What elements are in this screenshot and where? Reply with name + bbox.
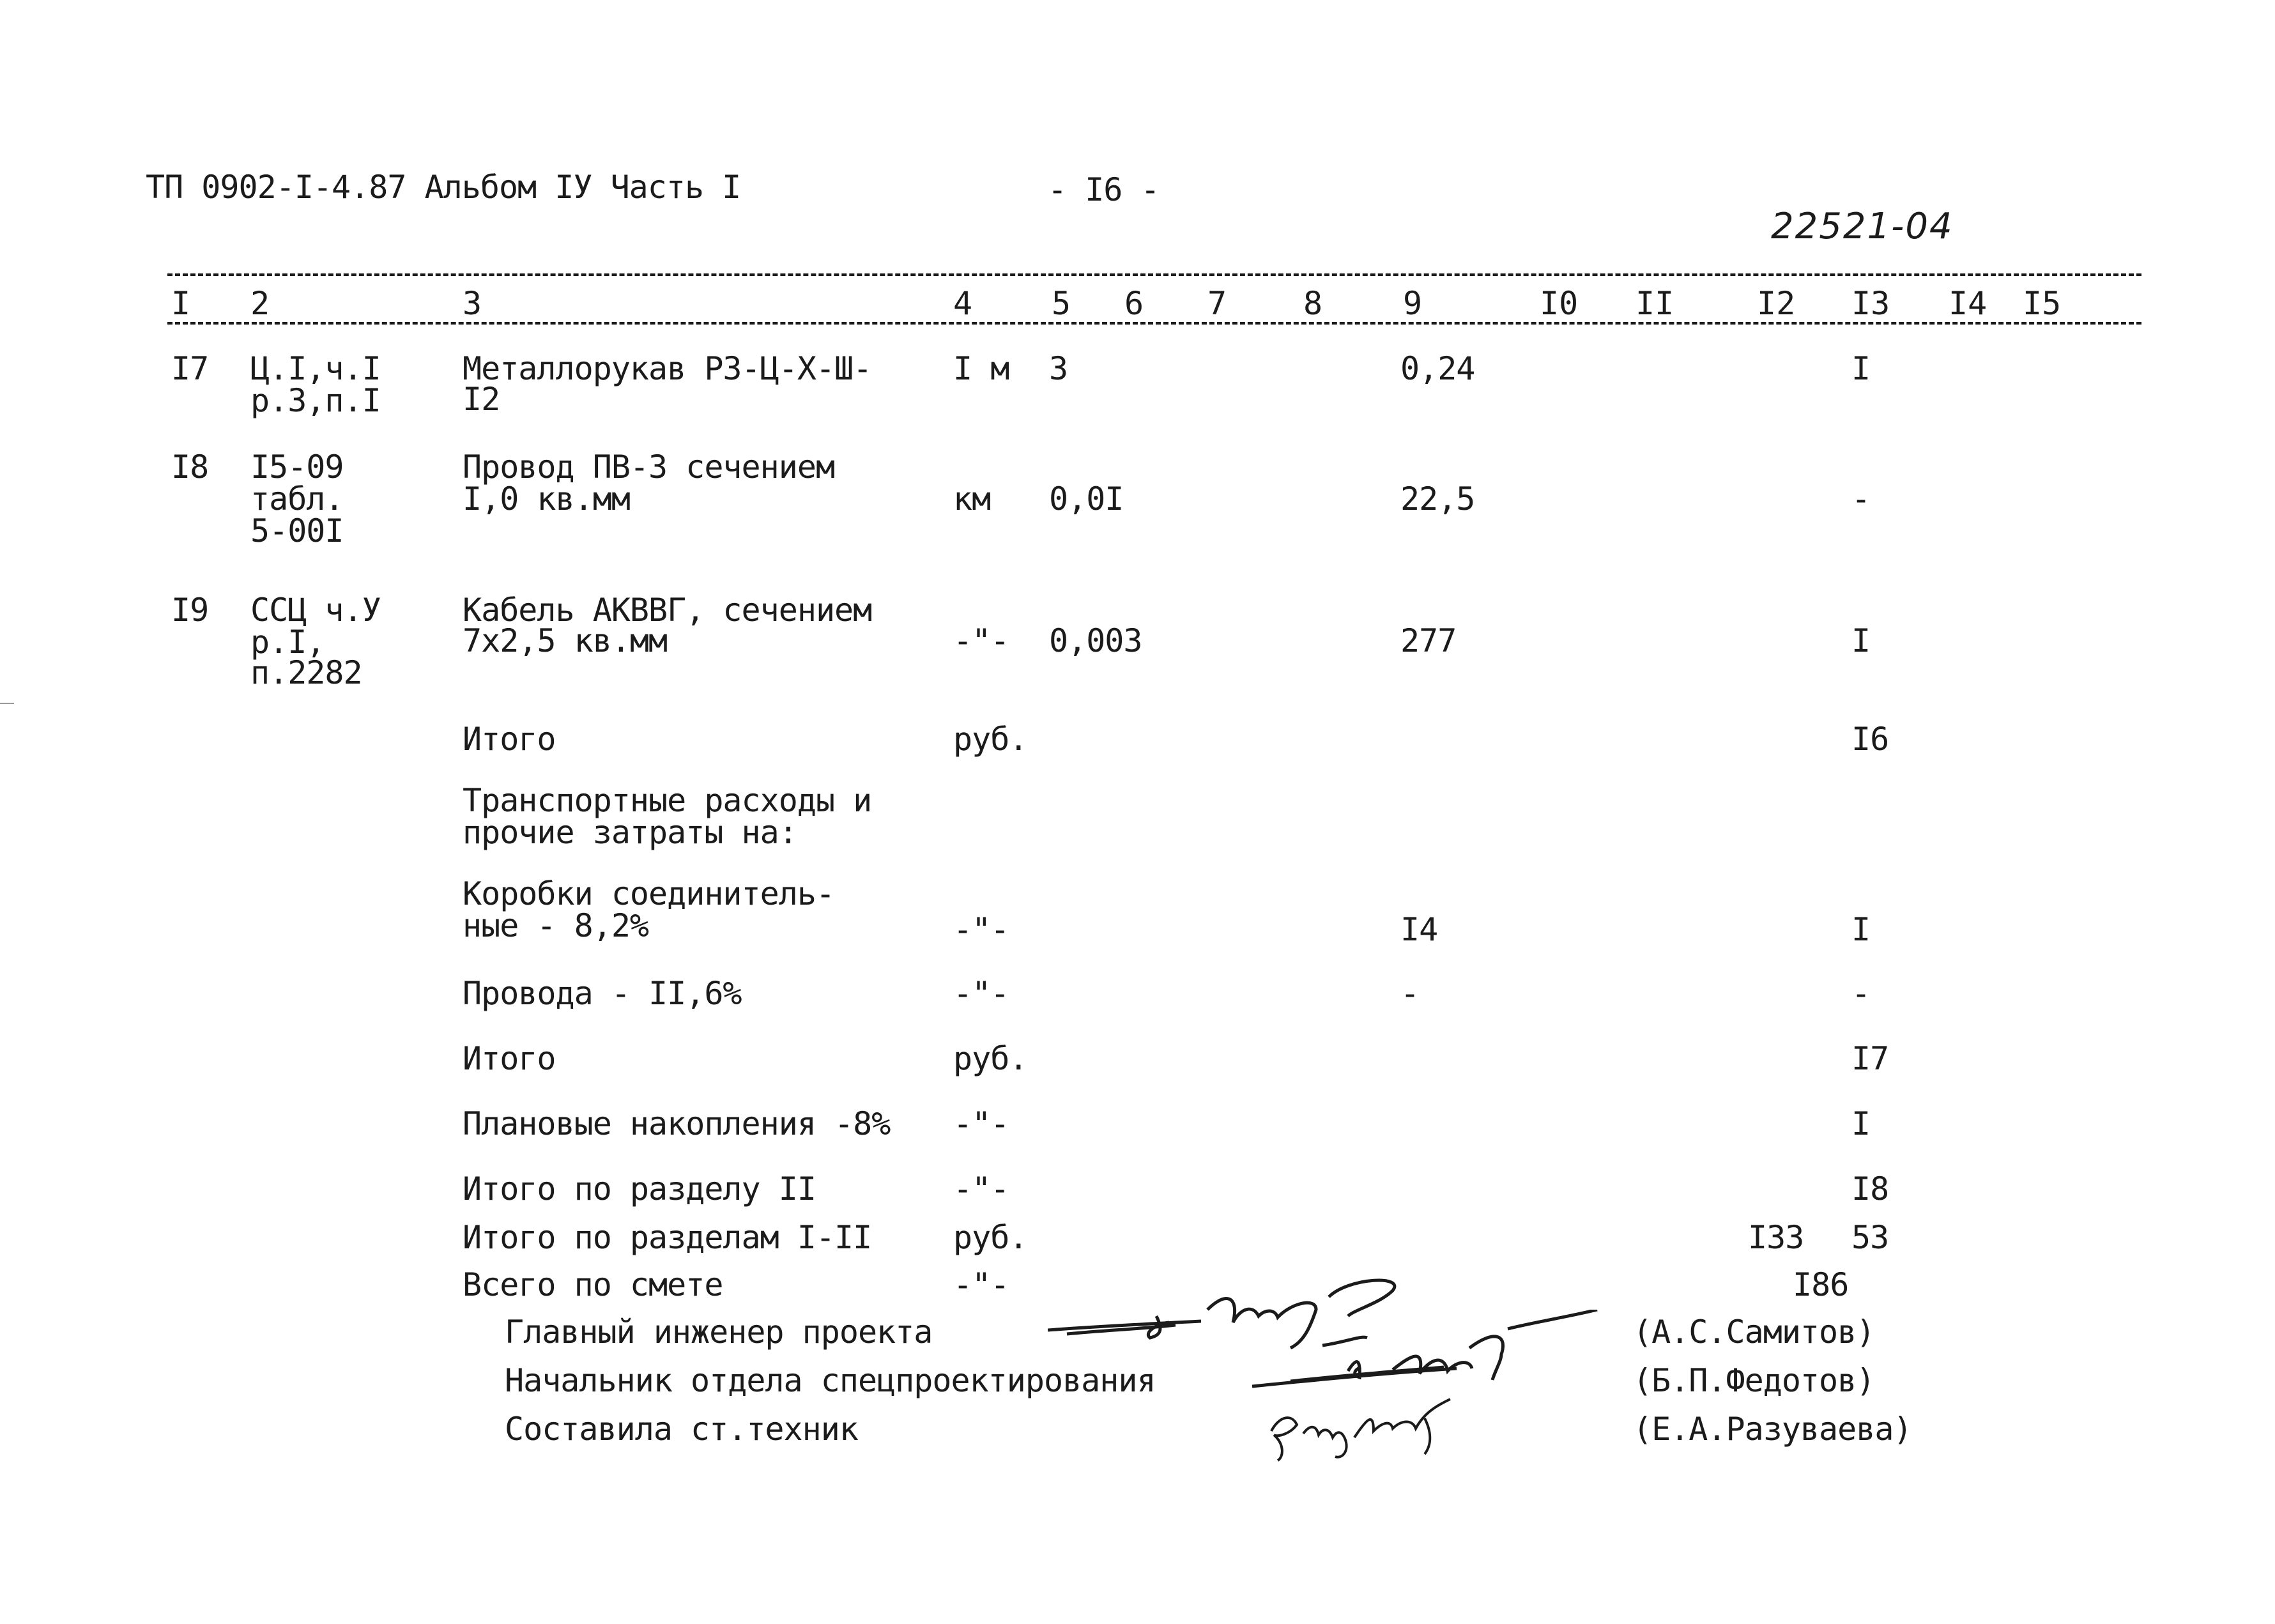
col-header-1: I [171, 285, 191, 322]
col-header-12: I2 [1757, 285, 1796, 322]
summary-price: I4 [1400, 911, 1438, 948]
row-reference: р.3,п.I [250, 382, 381, 419]
row-unit: -"- [953, 622, 1009, 659]
signature-scribble-technician [1265, 1393, 1476, 1463]
summary-label: Итого [463, 721, 556, 758]
summary-label: прочие затраты на: [463, 814, 797, 851]
row-reference: 5-00I [250, 512, 344, 549]
row-item-name: 7х2,5 кв.мм [463, 622, 668, 659]
col-header-9: 9 [1403, 285, 1423, 322]
col-header-6: 6 [1124, 285, 1144, 322]
doc-reference: ТП 0902-I-4.87 Альбом IУ Часть I [146, 169, 741, 206]
row-quantity: 0,0I [1049, 480, 1124, 517]
col-header-7: 7 [1207, 285, 1227, 322]
summary-label: Всего по смете [463, 1266, 723, 1303]
row-item-name: I,0 кв.мм [463, 480, 630, 517]
row-total: I [1851, 622, 1871, 659]
summary-label: Провода - II,6% [463, 975, 742, 1012]
page-number: - I6 - [1048, 171, 1160, 208]
summary-label: Итого по разделам I-II [463, 1219, 872, 1256]
summary-col12: I33 [1748, 1219, 1804, 1256]
scan-edge-mark [0, 703, 14, 704]
summary-price: - [1400, 975, 1420, 1012]
summary-unit: -"- [953, 1105, 1009, 1142]
summary-total: I [1851, 911, 1871, 948]
signature-scribble-department-head [1252, 1310, 1610, 1393]
summary-total: I7 [1851, 1040, 1889, 1077]
summary-total: I6 [1851, 721, 1889, 758]
summary-unit: -"- [953, 911, 1009, 948]
row-total: - [1851, 480, 1871, 517]
row-total: I [1851, 350, 1871, 387]
col-header-4: 4 [953, 285, 973, 322]
summary-label: ные - 8,2% [463, 907, 649, 944]
col-header-11: II [1635, 285, 1674, 322]
row-item-name: I2 [463, 381, 500, 418]
summary-label: Итого по разделу II [463, 1170, 816, 1207]
summary-unit: -"- [953, 975, 1009, 1012]
row-reference: п.2282 [250, 654, 362, 691]
row-number: I9 [171, 592, 209, 629]
row-unit: I м [953, 350, 1009, 387]
col-header-15: I5 [2023, 285, 2062, 322]
signature-name: (Е.А.Разуваева) [1633, 1411, 1912, 1448]
signature-role: Начальник отдела спецпроектирования [505, 1362, 1156, 1399]
summary-col12: I86 [1793, 1266, 1849, 1303]
col-header-10: I0 [1540, 285, 1579, 322]
row-item-name: Металлорукав РЗ-Ц-Х-Ш- [463, 350, 872, 387]
col-header-14: I4 [1949, 285, 1988, 322]
row-unit: км [953, 480, 991, 517]
summary-label: Коробки соединитель- [463, 875, 835, 912]
summary-label: Плановые накопления -8% [463, 1105, 891, 1142]
row-reference: табл. [250, 480, 344, 517]
row-number: I7 [171, 350, 209, 387]
col-header-13: I3 [1851, 285, 1890, 322]
summary-label: Транспортные расходы и [463, 782, 872, 819]
row-item-name: Кабель АКВВГ, сечением [463, 592, 872, 629]
row-quantity: 3 [1049, 350, 1068, 387]
col-header-8: 8 [1303, 285, 1323, 322]
summary-unit: -"- [953, 1170, 1009, 1207]
signature-name: (А.С.Самитов) [1633, 1314, 1875, 1351]
signature-role: Составила ст.техник [505, 1411, 858, 1448]
header-rule-top [167, 273, 2141, 276]
row-unit-price: 277 [1400, 622, 1457, 659]
summary-total: 53 [1851, 1219, 1889, 1256]
handwritten-code: 22521-04 [1771, 206, 1954, 247]
row-number: I8 [171, 448, 209, 486]
signature-role: Главный инженер проекта [505, 1314, 933, 1351]
row-reference: Ц.I,ч.I [250, 350, 381, 387]
row-item-name: Провод ПВ-3 сечением [463, 448, 835, 486]
summary-unit: руб. [953, 721, 1028, 758]
header-rule-bottom [167, 322, 2141, 325]
row-unit-price: 22,5 [1400, 480, 1475, 517]
col-header-2: 2 [250, 285, 270, 322]
summary-label: Итого [463, 1040, 556, 1077]
row-reference: I5-09 [250, 448, 344, 486]
summary-total: - [1851, 975, 1871, 1012]
row-reference: ССЦ ч.У [250, 592, 381, 629]
summary-unit: руб. [953, 1219, 1028, 1256]
row-unit-price: 0,24 [1400, 350, 1475, 387]
signature-name: (Б.П.Федотов) [1633, 1362, 1875, 1399]
summary-total: I [1851, 1105, 1871, 1142]
summary-unit: руб. [953, 1040, 1028, 1077]
row-reference: р.I, [250, 624, 325, 661]
col-header-3: 3 [463, 285, 482, 322]
row-quantity: 0,003 [1049, 622, 1142, 659]
summary-unit: -"- [953, 1266, 1009, 1303]
summary-total: I8 [1851, 1170, 1889, 1207]
col-header-5: 5 [1052, 285, 1071, 322]
